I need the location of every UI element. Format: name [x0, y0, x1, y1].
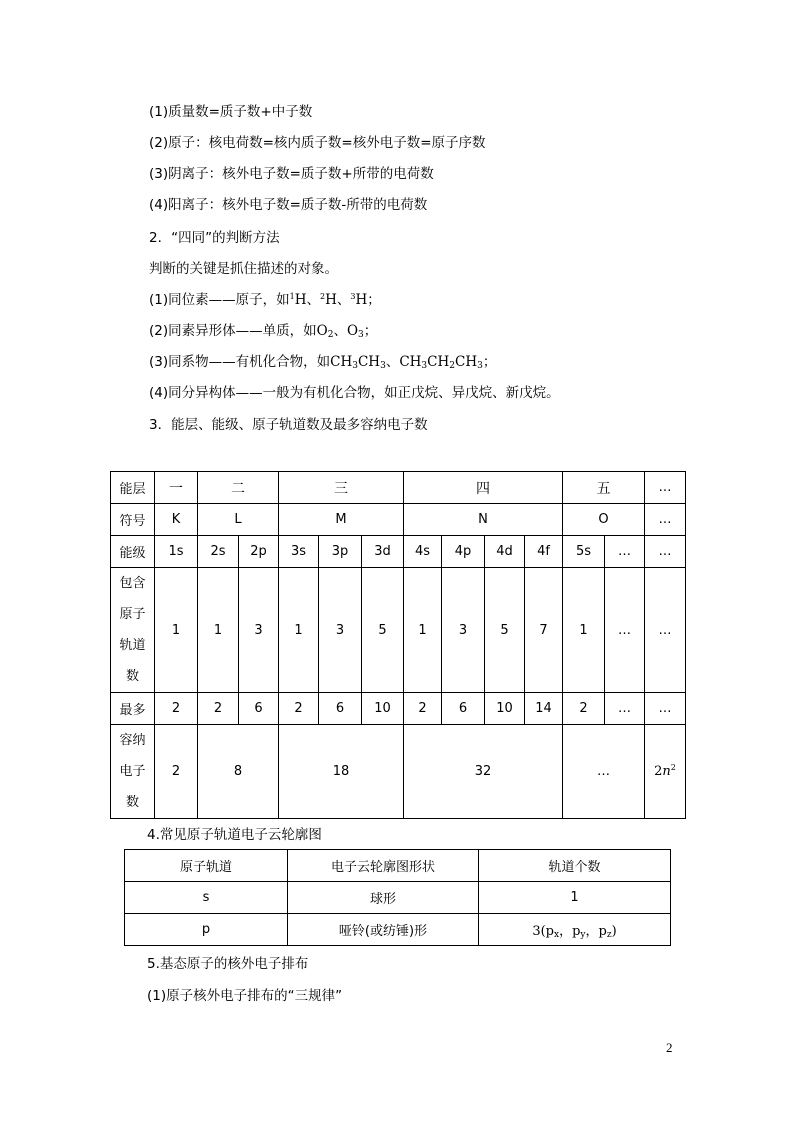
sub-2: 2 [327, 330, 334, 340]
row-layer [111, 472, 686, 504]
orbital-row-p [125, 914, 671, 946]
orbital-shape-header [125, 850, 671, 882]
header-count: 轨道个数 [479, 850, 671, 882]
sublevel-cell: 4p [442, 536, 485, 568]
label-orbitals-2: 原子 [119, 607, 146, 622]
text-line-10: (1)原子核外电子排布的“三规律” [147, 988, 343, 1004]
orbital-count-cell: 3 [239, 568, 279, 693]
ch-5: CH [455, 354, 478, 370]
sublevel-cell: 4d [485, 536, 525, 568]
section-heading-3: 3．能层、能级、原子轨道数及最多容纳电子数 [149, 417, 428, 433]
sub-y: y [580, 930, 586, 940]
sub-x: x [554, 930, 560, 940]
max-layer-formula [645, 725, 686, 819]
sublevel-cell: 5s [563, 536, 605, 568]
symbol-k: K [155, 504, 198, 536]
label-max-1: 最多 [111, 693, 155, 725]
o-1: O [316, 323, 328, 339]
count-s: 1 [479, 882, 671, 914]
formula-2: 2 [654, 764, 663, 779]
max-sublevel-cell: 2 [198, 693, 239, 725]
max-sublevel-cell: 14 [525, 693, 563, 725]
text-line-isomer: (4)同分异构体——一般为有机化合物，如正戊烷、异戊烷、新戊烷。 [149, 385, 560, 401]
symbol-n: N [404, 504, 563, 536]
max-sublevel-cell: 2 [404, 693, 442, 725]
isotope-prefix: (1)同位素——原子，如 [149, 292, 290, 308]
sub-3a: 3 [352, 361, 358, 371]
mass-2: 2 [320, 292, 326, 301]
label-max-2 [111, 725, 155, 819]
sublevel-cell: 1s [155, 536, 198, 568]
orbital-p: p [125, 914, 288, 946]
label-orbitals-3: 轨道 [119, 638, 146, 653]
shape-p: 哑铃(或纺锤)形 [288, 914, 479, 946]
h-3: H [355, 292, 368, 308]
shape-s: 球形 [288, 882, 479, 914]
max-layer-l: 8 [198, 725, 279, 819]
text-line-isotope [149, 290, 381, 310]
sub-3c: 3 [421, 361, 428, 371]
label-max-2-a: 容纳 [119, 733, 146, 748]
max-layer-m: 18 [279, 725, 404, 819]
sublevel-cell: 3s [279, 536, 319, 568]
formula-n: n [662, 764, 671, 779]
orbital-s: s [125, 882, 288, 914]
ch-2: CH [357, 354, 381, 370]
mass-3: 3 [350, 292, 356, 301]
h-1: H [294, 292, 307, 308]
label-symbol: 符号 [111, 504, 155, 536]
comma-2: ，p [585, 924, 607, 939]
sub-2b: 2 [449, 361, 455, 371]
sublevel-cell: 2p [239, 536, 279, 568]
orbital-row-s [125, 882, 671, 914]
semi-3: ； [482, 354, 497, 370]
ch-1: CH [330, 354, 353, 370]
text-line-allotrope [149, 321, 377, 341]
section-heading-2: 2．“四同”的判断方法 [149, 230, 280, 246]
row-orbitals [111, 568, 686, 693]
sublevel-cell: 3d [362, 536, 404, 568]
sep-3: 、 [333, 323, 347, 339]
homolog-prefix: (3)同系物——有机化合物，如 [149, 354, 331, 370]
text-line-1: (1)质量数=质子数+中子数 [149, 104, 313, 120]
orbital-count-cell: 1 [155, 568, 198, 693]
orbital-shape-table [124, 849, 671, 946]
section-heading-4: 4.常见原子轨道电子云轮廓图 [147, 827, 322, 843]
max-sublevel-cell: 2 [563, 693, 605, 725]
orbital-count-cell: 7 [525, 568, 563, 693]
semi-1: ； [367, 292, 381, 308]
text-line-4: (4)阳离子：核外电子数=质子数-所带的电荷数 [149, 197, 428, 213]
h-2: H [325, 292, 337, 308]
sublevel-cell: … [645, 536, 686, 568]
max-sublevel-cell: 2 [155, 693, 198, 725]
semi-2: ； [363, 323, 378, 339]
max-layer-k: 2 [155, 725, 198, 819]
comma-1: ，p [559, 924, 581, 939]
sublevel-cell: … [605, 536, 645, 568]
max-layer-o: … [563, 725, 645, 819]
count-p [479, 914, 671, 946]
max-sublevel-cell: 10 [485, 693, 525, 725]
sep-2: 、 [336, 292, 351, 308]
sublevel-cell: 4s [404, 536, 442, 568]
layer-more: … [645, 472, 686, 504]
symbol-o: O [563, 504, 645, 536]
row-symbol [111, 504, 686, 536]
energy-level-table [110, 471, 686, 819]
max-sublevel-cell: 6 [239, 693, 279, 725]
o-2: O [346, 323, 359, 339]
text-line-3: (3)阴离子：核外电子数=质子数+所带的电荷数 [149, 166, 434, 182]
mass-1: 1 [289, 292, 295, 301]
text-line-5: 判断的关键是抓住描述的对象。 [149, 261, 338, 277]
layer-5: 五 [563, 472, 645, 504]
orbital-count-cell: 3 [442, 568, 485, 693]
symbol-l: L [198, 504, 279, 536]
orbital-count-cell: 1 [198, 568, 239, 693]
header-shape: 电子云轮廓图形状 [288, 850, 479, 882]
orbital-count-cell: … [645, 568, 686, 693]
orbital-count-cell: 5 [362, 568, 404, 693]
sep-1: 、 [306, 292, 320, 308]
sub-3d: 3 [477, 361, 483, 371]
max-sublevel-cell: 10 [362, 693, 404, 725]
orbital-count-cell: 3 [319, 568, 362, 693]
label-max-2-c: 数 [125, 795, 139, 810]
text-line-2: (2)原子：核电荷数=核内质子数=核外电子数=原子序数 [149, 135, 486, 151]
layer-1: 一 [155, 472, 198, 504]
row-max-layer [111, 725, 686, 819]
layer-3: 三 [279, 472, 404, 504]
label-sublevel: 能级 [111, 536, 155, 568]
max-sublevel-cell: 6 [319, 693, 362, 725]
header-orbital: 原子轨道 [125, 850, 288, 882]
symbol-m: M [279, 504, 404, 536]
sub-z: z [606, 930, 612, 940]
page-number: 2 [666, 1040, 673, 1055]
orbital-count-cell: 1 [279, 568, 319, 693]
sublevel-cell: 4f [525, 536, 563, 568]
count-p-prefix: 3(p [532, 924, 554, 939]
section-heading-5: 5.基态原子的核外电子排布 [147, 956, 309, 972]
orbital-count-cell: 5 [485, 568, 525, 693]
orbital-count-cell: 1 [563, 568, 605, 693]
max-layer-n: 32 [404, 725, 563, 819]
orbital-count-cell: 1 [404, 568, 442, 693]
layer-2: 二 [198, 472, 279, 504]
allotrope-prefix: (2)同素异形体——单质，如 [149, 323, 317, 339]
text-line-homolog [149, 352, 496, 372]
row-max-sublevel [111, 693, 686, 725]
sub-3b: 3 [380, 361, 386, 371]
count-p-close: ) [611, 924, 617, 939]
sub-3: 3 [358, 330, 364, 340]
orbital-count-cell: … [605, 568, 645, 693]
label-orbitals [111, 568, 155, 693]
label-orbitals-1: 包含 [119, 576, 146, 591]
layer-4: 四 [404, 472, 563, 504]
sep-4: 、 [385, 354, 400, 370]
formula-exp: 2 [670, 763, 676, 772]
ch-3: CH [399, 354, 422, 370]
sublevel-cell: 2s [198, 536, 239, 568]
max-sublevel-cell: 6 [442, 693, 485, 725]
symbol-more: … [645, 504, 686, 536]
row-sublevel [111, 536, 686, 568]
label-max-2-b: 电子 [119, 764, 146, 779]
label-orbitals-4: 数 [125, 669, 139, 684]
max-sublevel-cell: … [645, 693, 686, 725]
label-layer: 能层 [111, 472, 155, 504]
max-sublevel-cell: 2 [279, 693, 319, 725]
max-sublevel-cell: … [605, 693, 645, 725]
ch-4: CH [427, 354, 450, 370]
sublevel-cell: 3p [319, 536, 362, 568]
